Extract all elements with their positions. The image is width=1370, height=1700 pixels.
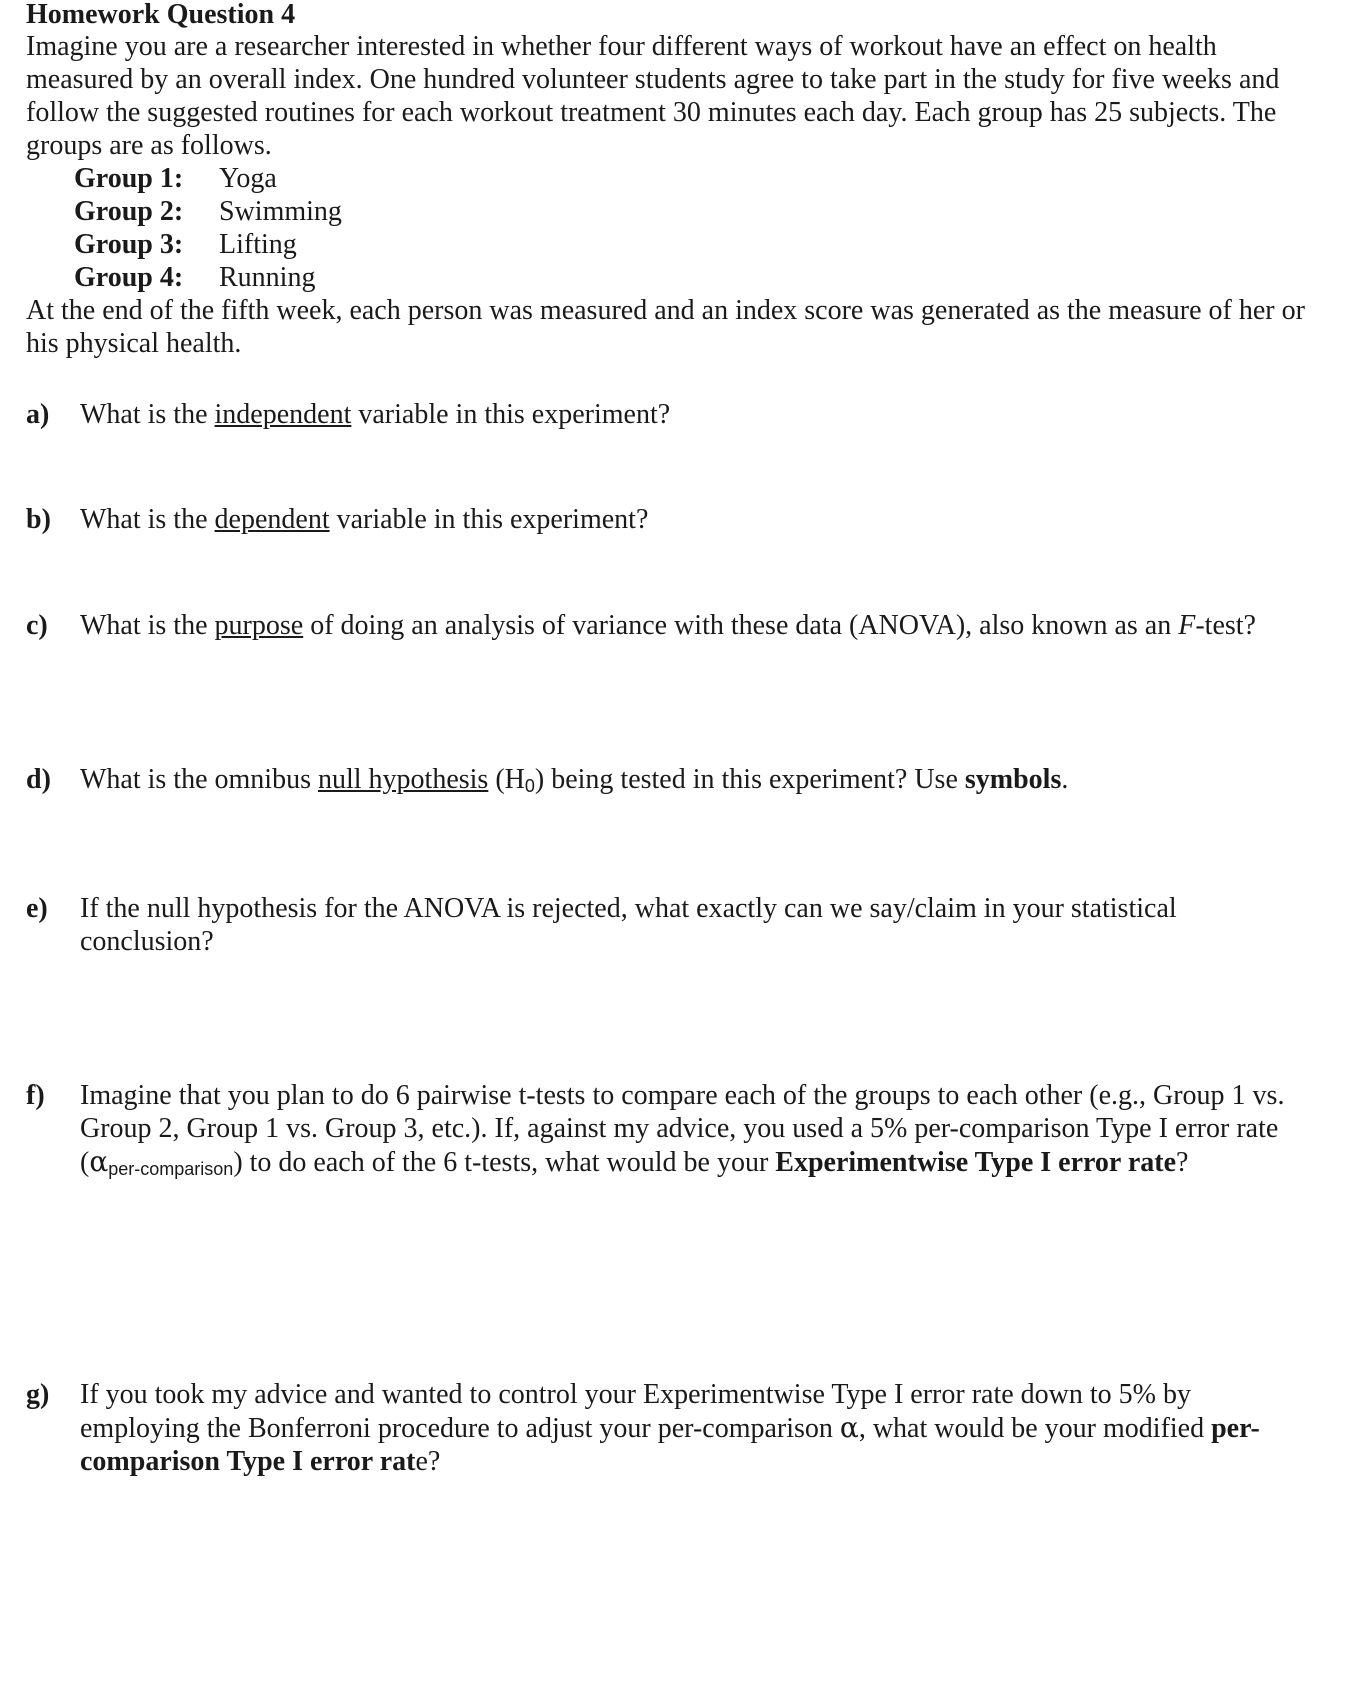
group-list bbox=[74, 162, 1316, 294]
intro-paragraph: Imagine you are a researcher interested in whether four different ways of workout have an effect on health measured by an overall index. One hundred volunteer students agree to take part in the study for five weeks and follow the suggested routines for each workout treatment 30 minutes each day. Each group has 25 subjects. The groups are as follows. bbox=[26, 31, 1280, 161]
underlined-term: purpose bbox=[214, 610, 304, 641]
group-label: Group 2: bbox=[74, 196, 184, 227]
group-row bbox=[74, 195, 1316, 228]
group-name: Yoga bbox=[219, 163, 277, 194]
closing-paragraph: At the end of the fifth week, each person was measured and an index score was generated as the measure of her or his physical health. bbox=[26, 295, 1305, 359]
question-text: What is the purpose of doing an analysis of variance with these data (ANOVA), also known as an F-test? bbox=[80, 610, 1256, 641]
group-row bbox=[74, 261, 1316, 294]
question-letter: g) bbox=[26, 1379, 50, 1410]
group-label: Group 3: bbox=[74, 229, 184, 260]
group-name: Running bbox=[219, 262, 316, 293]
group-row bbox=[74, 162, 1316, 195]
group-name: Swimming bbox=[219, 196, 342, 227]
question-f bbox=[26, 1079, 1316, 1186]
question-letter: c) bbox=[26, 610, 48, 641]
question-b bbox=[26, 503, 1316, 536]
question-letter: f) bbox=[26, 1080, 45, 1111]
underlined-term: independent bbox=[214, 399, 352, 430]
question-text: If you took my advice and wanted to control your Experimentwise Type I error rate down to 5% by employing the Bonferroni procedure to adjust your per-comparison α, what would be your modified per-comparison Type I error rate? bbox=[80, 1379, 1260, 1477]
underlined-term: null hypothesis bbox=[317, 764, 489, 795]
group-label: Group 4: bbox=[74, 262, 184, 293]
group-name: Lifting bbox=[219, 229, 297, 260]
question-letter: a) bbox=[26, 399, 50, 430]
homework-title: Homework Question 4 bbox=[26, 0, 296, 30]
question-text: Imagine that you plan to do 6 pairwise t-tests to compare each of the groups to each other (e.g., Group 1 vs. Group 2, Group 1 vs. Group 3, etc.). If, against my advice, you used a 5% per-comparison Type I error rate $(\alpha_{per-comparison})$ to do each of the 6 t-tests, what would be your Experimentwise Type I error rate? bbox=[80, 1080, 1285, 1179]
question-e bbox=[26, 892, 1316, 958]
question-letter: e) bbox=[26, 893, 48, 924]
question-text: What is the omnibus null hypothesis $(H_0)$ being tested in this experiment? Use symbols. bbox=[80, 764, 1069, 796]
question-d bbox=[26, 763, 1316, 803]
question-text: What is the independent variable in this experiment? bbox=[80, 399, 671, 430]
homework-page bbox=[26, 0, 1316, 1477]
question-text: If the null hypothesis for the ANOVA is rejected, what exactly can we say/claim in your statistical conclusion? bbox=[80, 893, 1177, 957]
underlined-term: dependent bbox=[214, 504, 330, 535]
group-label: Group 1: bbox=[74, 163, 184, 194]
question-c bbox=[26, 609, 1316, 642]
question-a bbox=[26, 398, 1316, 431]
question-letter: b) bbox=[26, 504, 51, 535]
group-row bbox=[74, 228, 1316, 261]
question-g bbox=[26, 1378, 1316, 1478]
question-letter: d) bbox=[26, 764, 51, 795]
question-text: What is the dependent variable in this experiment? bbox=[80, 504, 649, 535]
